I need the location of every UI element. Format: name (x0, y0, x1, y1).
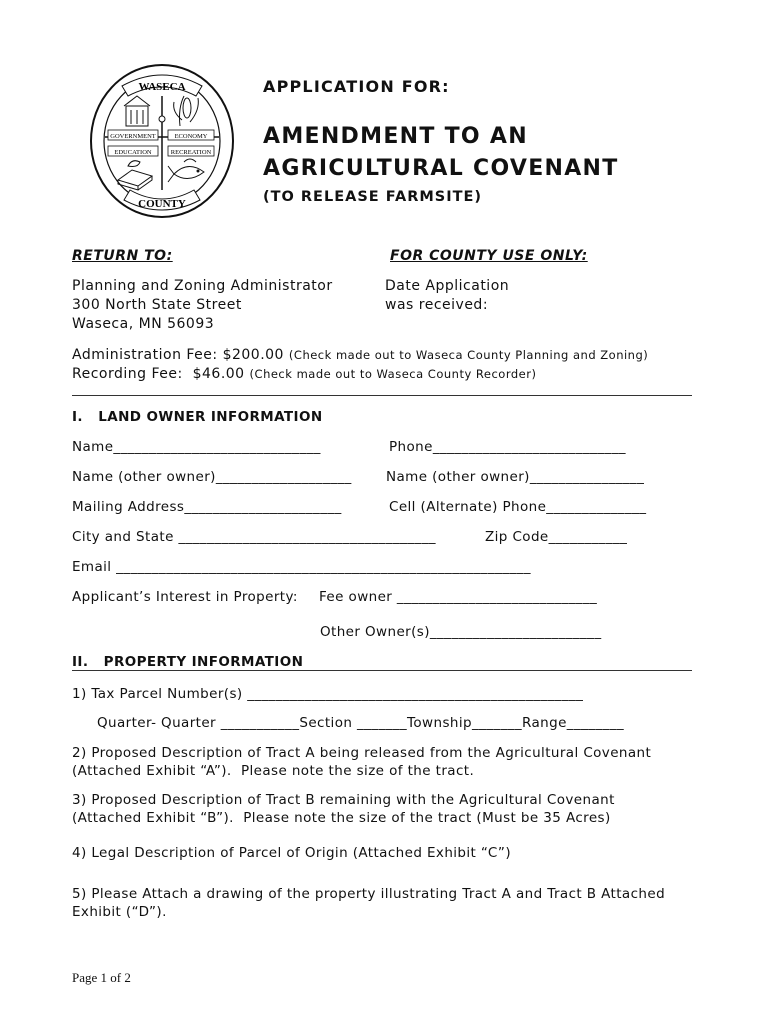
name-other-owner-field-2[interactable]: Name (other owner)________________ (386, 469, 645, 485)
recording-fee-note: (Check made out to Waseca County Recorder) (249, 367, 537, 381)
item-2-line-2: (Attached Exhibit “A”). Please note the size of the tract. (72, 763, 475, 779)
county-use-line-2: was received: (385, 297, 489, 313)
seal-label-economy: ECONOMY (174, 133, 208, 140)
admin-fee-note: (Check made out to Waseca County Planning and Zoning) (288, 348, 649, 362)
cell-phone-field[interactable]: Cell (Alternate) Phone______________ (389, 499, 647, 515)
applicant-interest-label: Applicant’s Interest in Property: (72, 589, 298, 605)
seal-label-government: GOVERNMENT (110, 133, 156, 140)
seal-bottom-text: COUNTY (138, 198, 186, 210)
tax-parcel-field[interactable]: 1) Tax Parcel Number(s) _______________________________________________ (72, 686, 584, 702)
section-2-heading: II. PROPERTY INFORMATION (72, 654, 304, 670)
title-line-2: AGRICULTURAL COVENANT (263, 156, 619, 181)
seal-label-education: EDUCATION (114, 149, 152, 156)
subtitle: (TO RELEASE FARMSITE) (263, 189, 483, 205)
recording-fee (72, 366, 536, 382)
page-number: Page 1 of 2 (72, 970, 131, 985)
phone-field[interactable]: Phone___________________________ (389, 439, 626, 455)
seal-label-recreation: RECREATION (170, 149, 212, 156)
name-field[interactable]: Name_____________________________ (72, 439, 321, 455)
section-divider-2 (72, 670, 692, 671)
fee-owner-field[interactable]: Fee owner ____________________________ (319, 589, 598, 605)
item-4: 4) Legal Description of Parcel of Origin (Attached Exhibit “C”) (72, 845, 511, 861)
corn-icon (174, 96, 199, 126)
other-owners-field[interactable]: Other Owner(s)________________________ (320, 624, 602, 640)
item-5-line-2: Exhibit (“D”). (72, 904, 167, 920)
county-use-heading: FOR COUNTY USE ONLY: (390, 248, 588, 264)
admin-fee-label: Administration Fee: $200.00 (72, 347, 284, 363)
title-line-1: AMENDMENT TO AN (263, 124, 528, 149)
waseca-county-seal (88, 62, 236, 220)
city-state-field[interactable]: City and State ____________________________________ (72, 529, 436, 545)
return-address-line-3: Waseca, MN 56093 (72, 316, 215, 332)
item-2-line-1: 2) Proposed Description of Tract A being released from the Agricultural Covenant (72, 745, 652, 761)
zip-code-field[interactable]: Zip Code___________ (485, 529, 628, 545)
quarter-section-township-range-field[interactable]: Quarter- Quarter ___________Section _______Township_______Range________ (97, 715, 625, 731)
item-5-line-1: 5) Please Attach a drawing of the property illustrating Tract A and Tract B Attached (72, 886, 666, 902)
section-1-heading: I. LAND OWNER INFORMATION (72, 409, 323, 425)
return-address-line-1: Planning and Zoning Administrator (72, 278, 333, 294)
book-icon (118, 161, 152, 190)
section-divider-1 (72, 395, 692, 396)
admin-fee (72, 347, 648, 363)
return-to-heading: RETURN TO: (72, 248, 173, 264)
email-field[interactable]: Email __________________________________________________________ (72, 559, 531, 575)
fish-icon (168, 159, 204, 182)
courthouse-icon (124, 96, 150, 126)
item-3-line-1: 3) Proposed Description of Tract B remaining with the Agricultural Covenant (72, 792, 615, 808)
application-for-label: APPLICATION FOR: (263, 77, 450, 96)
recording-fee-label: Recording Fee: $46.00 (72, 366, 245, 382)
seal-top-text: WASECA (138, 81, 186, 93)
return-address-line-2: 300 North State Street (72, 297, 242, 313)
name-other-owner-field[interactable]: Name (other owner)___________________ (72, 469, 352, 485)
county-use-line-1: Date Application (385, 278, 510, 294)
item-3-line-2: (Attached Exhibit “B”). Please note the size of the tract (Must be 35 Acres) (72, 810, 611, 826)
mailing-address-field[interactable]: Mailing Address______________________ (72, 499, 342, 515)
